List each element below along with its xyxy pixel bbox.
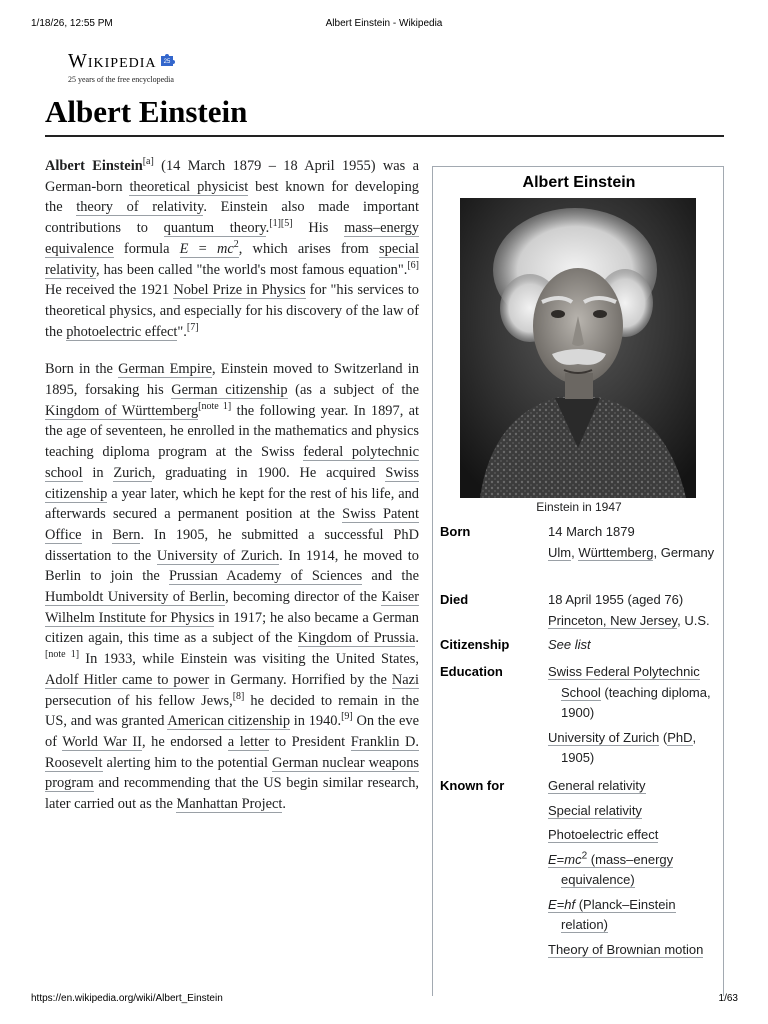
article-subject: Albert Einstein: [45, 158, 143, 174]
link-nobel-prize[interactable]: Nobel Prize in Physics: [173, 282, 306, 299]
known-for-item: [548, 825, 722, 846]
text: in 1917; he also became a German citizen again, this time as a subject of the: [45, 609, 420, 647]
page-title: Albert Einstein: [45, 94, 248, 129]
link-wurttemberg[interactable]: Württemberg: [578, 544, 654, 560]
infobox: [432, 166, 724, 996]
citation-ref[interactable]: [5]: [280, 218, 293, 230]
portrait-photo[interactable]: [460, 198, 696, 498]
link-university-of-zurich-infobox[interactable]: University of Zurich: [548, 729, 660, 745]
born-label: Born: [440, 524, 471, 539]
known-for-item: [548, 895, 722, 936]
died-value: [548, 590, 722, 631]
link-swiss-federal-polytechnic[interactable]: Swiss Federal Polytechnic School: [548, 664, 700, 700]
link-kaiser-wilhelm-institute[interactable]: Kaiser Wilhelm Institute for Physics: [45, 589, 419, 626]
text: , he endorsed: [141, 733, 228, 750]
education-item: [548, 728, 722, 769]
text: , graduating in 1900. He acquired: [151, 464, 386, 481]
formula-exponent: 2: [581, 850, 588, 862]
article-body: [45, 156, 419, 832]
education-value: [548, 662, 722, 773]
print-tab-title: Albert Einstein - Wikipedia: [325, 18, 443, 29]
citation-ref[interactable]: [6]: [407, 259, 419, 271]
text: (14 March 1879 – 18 April 1955) was a German-born: [45, 158, 419, 195]
link-german-citizenship[interactable]: German citizenship: [171, 382, 288, 399]
lead-paragraph-2: [45, 359, 419, 814]
photo-caption: Einstein in 1947: [536, 500, 622, 514]
text: On the eve of: [45, 713, 419, 750]
text: to President: [269, 733, 351, 750]
text: (as a subject of the: [287, 382, 419, 399]
text: in: [81, 526, 113, 543]
link-kingdom-wurttemberg[interactable]: Kingdom of Württemberg: [45, 402, 199, 419]
citation-ref[interactable]: [1]: [269, 218, 281, 230]
link-photoelectric-effect-infobox[interactable]: Photoelectric effect: [548, 827, 659, 842]
link-swiss-citizenship[interactable]: Swiss citizenship: [45, 464, 419, 502]
note-ref[interactable]: [note 1]: [45, 649, 80, 661]
formula-exponent: 2: [233, 239, 239, 251]
citizenship-label: Citizenship: [440, 637, 510, 652]
text: , which arises from: [238, 240, 380, 257]
citizenship-value: [548, 635, 722, 656]
link-see-list[interactable]: See list: [548, 637, 591, 652]
text: ".: [177, 323, 187, 340]
print-header: [0, 18, 768, 32]
citation-ref[interactable]: [8]: [232, 690, 245, 702]
text: , 1905): [561, 729, 697, 765]
formula-part: E: [548, 851, 557, 867]
text: . Einstein also made important contributions to: [45, 199, 419, 237]
text: a year later, which he kept for the rest of his life, and afterwards secured a permanent position at the: [45, 485, 419, 523]
formula-part: E: [179, 240, 189, 257]
text: . In 1905, he submitted a successful PhD dissertation to the: [45, 526, 419, 564]
text: formula: [113, 240, 180, 257]
died-date: 18 April 1955 (aged 76): [548, 592, 684, 607]
known-for-item: [548, 850, 722, 891]
text: .: [282, 796, 286, 813]
link-world-war-ii[interactable]: World War II: [62, 733, 142, 750]
link-photoelectric-effect[interactable]: photoelectric effect: [66, 323, 178, 340]
link-planck-einstein-relation[interactable]: [548, 897, 676, 934]
link-theoretical-physicist[interactable]: theoretical physicist: [129, 178, 249, 195]
formula-emc2[interactable]: [180, 241, 239, 258]
text: ,: [571, 544, 579, 560]
text: and recommending that the US begin similar research, later carried out as the: [45, 775, 419, 813]
text: , U.S.: [677, 612, 710, 628]
link-german-nuclear-program[interactable]: German nuclear weapons program: [45, 754, 419, 792]
text: and the: [362, 568, 419, 585]
lead-paragraph-1: [45, 156, 419, 342]
link-einstein-szilard-letter[interactable]: a letter: [227, 733, 270, 750]
link-hitler-came-to-power[interactable]: Adolf Hitler came to power: [45, 671, 210, 688]
text: .: [265, 220, 270, 237]
text: In 1933, while Einstein was visiting the United States,: [79, 651, 419, 668]
link-prussian-academy[interactable]: Prussian Academy of Sciences: [169, 568, 363, 585]
text: in 1940.: [290, 713, 342, 730]
text: for "his services to theoretical physics, and especially for his discovery of the law of the: [45, 282, 419, 340]
print-page-number: 1/63: [718, 993, 738, 1004]
infobox-title: Albert Einstein: [522, 174, 636, 191]
formula-part: mc: [216, 240, 234, 257]
logo-wordmark: Wikipedia: [68, 50, 157, 72]
education-item: [548, 662, 722, 724]
text: (: [659, 729, 668, 745]
text: the following year. In 1897, at the age of seventeen, he enrolled in the mathematics and physics teaching diploma program at the Swiss: [45, 402, 419, 461]
link-emc2[interactable]: [548, 852, 673, 889]
title-divider: [45, 135, 724, 137]
text: he decided to remain in the US, and was granted: [45, 692, 419, 730]
note-ref[interactable]: [a]: [142, 156, 154, 168]
link-swiss-patent-office[interactable]: Swiss Patent Office: [45, 506, 419, 543]
known-for-value: [548, 776, 722, 964]
text: Born in the: [45, 361, 119, 378]
formula-part: E=hf: [548, 896, 576, 912]
text: , has been called "the world's most famous equation".: [96, 261, 408, 278]
link-phd[interactable]: PhD: [667, 729, 693, 745]
text: , Einstein moved to Switzerland in 1895, forsaking his: [45, 361, 419, 399]
formula-part: mc: [564, 851, 582, 867]
link-ulm[interactable]: Ulm: [548, 544, 572, 560]
known-for-item: [548, 801, 722, 822]
link-zurich[interactable]: Zurich: [113, 464, 152, 481]
known-for-label: Known for: [440, 778, 505, 793]
text: best known for developing the: [45, 178, 419, 216]
education-label: Education: [440, 664, 503, 679]
text: , becoming director of the: [225, 589, 382, 606]
text: (teaching diploma, 1900): [561, 684, 711, 720]
link-university-of-zurich[interactable]: University of Zurich: [156, 547, 280, 564]
text: in Germany. Horrified by the: [209, 671, 392, 688]
logo-tagline: 25 years of the free encyclopedia: [68, 75, 174, 84]
link-quantum-theory[interactable]: quantum theory: [163, 220, 266, 237]
link-theory-of-relativity[interactable]: theory of relativity: [76, 199, 204, 216]
link-mass-energy-equivalence[interactable]: mass–energy equivalence: [45, 220, 419, 257]
link-manhattan-project[interactable]: Manhattan Project: [176, 796, 283, 813]
print-url: https://en.wikipedia.org/wiki/Albert_Einstein: [31, 993, 223, 1004]
born-value: [548, 522, 722, 563]
link-general-relativity[interactable]: General relativity: [548, 778, 646, 793]
text: persecution of his fellow Jews,: [45, 692, 233, 709]
formula-part: =: [556, 851, 565, 867]
link-bern[interactable]: Bern: [112, 526, 141, 543]
text: . In 1914, he moved to Berlin to join the: [45, 547, 420, 585]
link-special-relativity[interactable]: special relativity: [45, 240, 420, 278]
link-kingdom-prussia[interactable]: Kingdom of Prussia: [297, 630, 416, 647]
link-humboldt-university[interactable]: Humboldt University of Berlin: [45, 589, 226, 606]
known-for-item: [548, 940, 722, 961]
citation-ref[interactable]: [7]: [186, 321, 199, 333]
text: , Germany: [653, 544, 715, 560]
citation-ref[interactable]: [9]: [341, 711, 353, 723]
print-datetime: 1/18/26, 12:55 PM: [31, 18, 113, 29]
text: He received the 1921: [45, 282, 174, 299]
formula-part: =: [188, 240, 217, 257]
link-special-relativity-infobox[interactable]: Special relativity: [548, 802, 642, 818]
died-label: Died: [440, 592, 469, 607]
text: (Planck–Einstein relation): [561, 896, 676, 932]
note-ref[interactable]: [note 1]: [198, 400, 232, 412]
link-german-empire[interactable]: German Empire: [118, 361, 212, 378]
link-federal-polytechnic[interactable]: federal polytechnic school: [45, 444, 419, 481]
link-princeton[interactable]: Princeton, New Jersey: [548, 612, 678, 628]
text: .: [415, 630, 419, 647]
text: alerting him to the potential: [102, 754, 272, 771]
puzzle-globe-icon: [159, 52, 175, 68]
link-brownian-motion[interactable]: Theory of Brownian motion: [548, 941, 704, 957]
born-date: 14 March 1879: [548, 524, 635, 539]
text: in: [82, 464, 114, 481]
link-nazi[interactable]: Nazi: [391, 671, 419, 688]
text: His: [292, 220, 345, 237]
logo-badge-number: 25: [163, 59, 170, 65]
wikipedia-logo[interactable]: [68, 50, 175, 84]
known-for-item: [548, 776, 722, 797]
link-american-citizenship[interactable]: American citizenship: [167, 713, 291, 730]
text: (mass–energy equivalence): [561, 851, 674, 887]
link-franklin-roosevelt[interactable]: Franklin D. Roosevelt: [45, 733, 420, 771]
